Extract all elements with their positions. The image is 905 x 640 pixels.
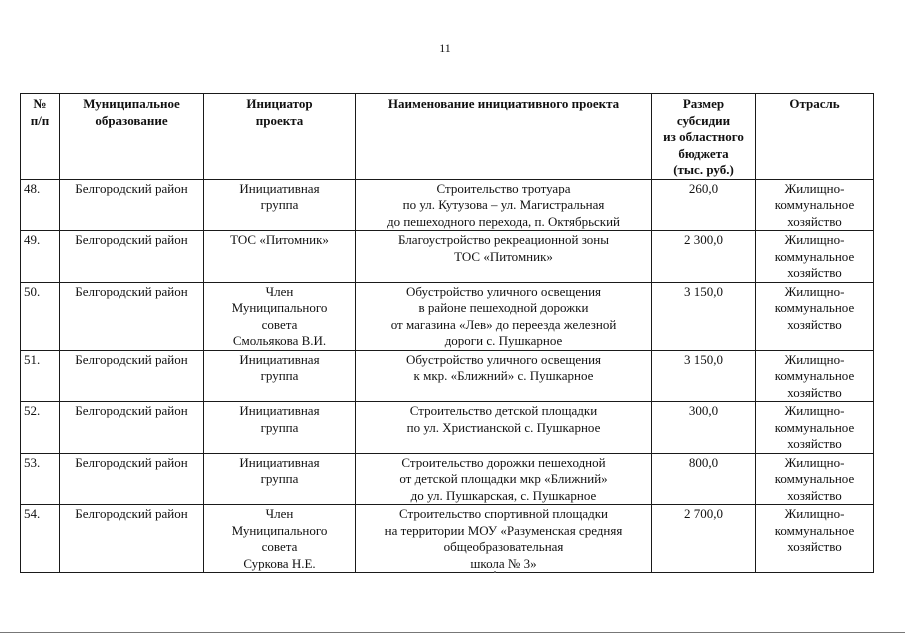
table-row (21, 282, 874, 350)
row-municipality: Белгородский район (60, 231, 204, 283)
row-industry: Жилищно- коммунальное хозяйство (756, 453, 874, 505)
row-initiator: ТОС «Питомник» (204, 231, 356, 283)
row-initiator: Инициативная группа (204, 179, 356, 231)
row-initiator: Инициативная группа (204, 453, 356, 505)
header-municipality: Муниципальное образование (60, 94, 204, 180)
row-municipality: Белгородский район (60, 179, 204, 231)
row-number: 51. (21, 350, 60, 402)
row-subsidy: 800,0 (652, 453, 756, 505)
row-subsidy: 260,0 (652, 179, 756, 231)
row-municipality: Белгородский район (60, 505, 204, 573)
projects-table (20, 93, 874, 573)
row-subsidy: 3 150,0 (652, 350, 756, 402)
row-municipality: Белгородский район (60, 402, 204, 454)
row-project-name: Обустройство уличного освещения к мкр. «Ближний» с. Пушкарное (356, 350, 652, 402)
header-initiator: Инициатор проекта (204, 94, 356, 180)
row-municipality: Белгородский район (60, 282, 204, 350)
table-row (21, 179, 874, 231)
row-subsidy: 2 700,0 (652, 505, 756, 573)
row-initiator: Член Муниципального совета Суркова Н.Е. (204, 505, 356, 573)
page-bottom-edge (0, 632, 905, 633)
row-number: 48. (21, 179, 60, 231)
row-project-name: Строительство дорожки пешеходной от детской площадки мкр «Ближний» до ул. Пушкарская, с. Пушкарное (356, 453, 652, 505)
row-subsidy: 3 150,0 (652, 282, 756, 350)
table-row (21, 453, 874, 505)
row-number: 50. (21, 282, 60, 350)
row-subsidy: 2 300,0 (652, 231, 756, 283)
row-municipality: Белгородский район (60, 350, 204, 402)
row-number: 54. (21, 505, 60, 573)
row-project-name: Обустройство уличного освещения в районе пешеходной дорожки от магазина «Лев» до переезда железной дороги с. Пушкарное (356, 282, 652, 350)
row-industry: Жилищно- коммунальное хозяйство (756, 505, 874, 573)
header-subsidy: Размер субсидии из областного бюджета (тыс. руб.) (652, 94, 756, 180)
table-row (21, 505, 874, 573)
header-industry: Отрасль (756, 94, 874, 180)
row-number: 52. (21, 402, 60, 454)
row-initiator: Инициативная группа (204, 402, 356, 454)
table-row (21, 350, 874, 402)
row-industry: Жилищно- коммунальное хозяйство (756, 350, 874, 402)
row-project-name: Строительство спортивной площадки на территории МОУ «Разуменская средняя общеобразовательная школа № 3» (356, 505, 652, 573)
row-municipality: Белгородский район (60, 453, 204, 505)
row-project-name: Строительство детской площадки по ул. Христианской с. Пушкарное (356, 402, 652, 454)
row-initiator: Член Муниципального совета Смольякова В.И. (204, 282, 356, 350)
header-project: Наименование инициативного проекта (356, 94, 652, 180)
row-project-name: Благоустройство рекреационной зоны ТОС «Питомник» (356, 231, 652, 283)
table-body (21, 179, 874, 573)
row-industry: Жилищно- коммунальное хозяйство (756, 402, 874, 454)
page-number: 11 (439, 41, 451, 55)
row-project-name: Строительство тротуара по ул. Кутузова – ул. Магистральная до пешеходного перехода, п. Октябрьский (356, 179, 652, 231)
row-industry: Жилищно- коммунальное хозяйство (756, 231, 874, 283)
row-number: 49. (21, 231, 60, 283)
table-header-row (21, 94, 874, 180)
header-num: № п/п (21, 94, 60, 180)
row-subsidy: 300,0 (652, 402, 756, 454)
scan-speck (494, 571, 496, 573)
row-industry: Жилищно- коммунальное хозяйство (756, 179, 874, 231)
table-row (21, 402, 874, 454)
table-row (21, 231, 874, 283)
row-industry: Жилищно- коммунальное хозяйство (756, 282, 874, 350)
row-number: 53. (21, 453, 60, 505)
row-initiator: Инициативная группа (204, 350, 356, 402)
